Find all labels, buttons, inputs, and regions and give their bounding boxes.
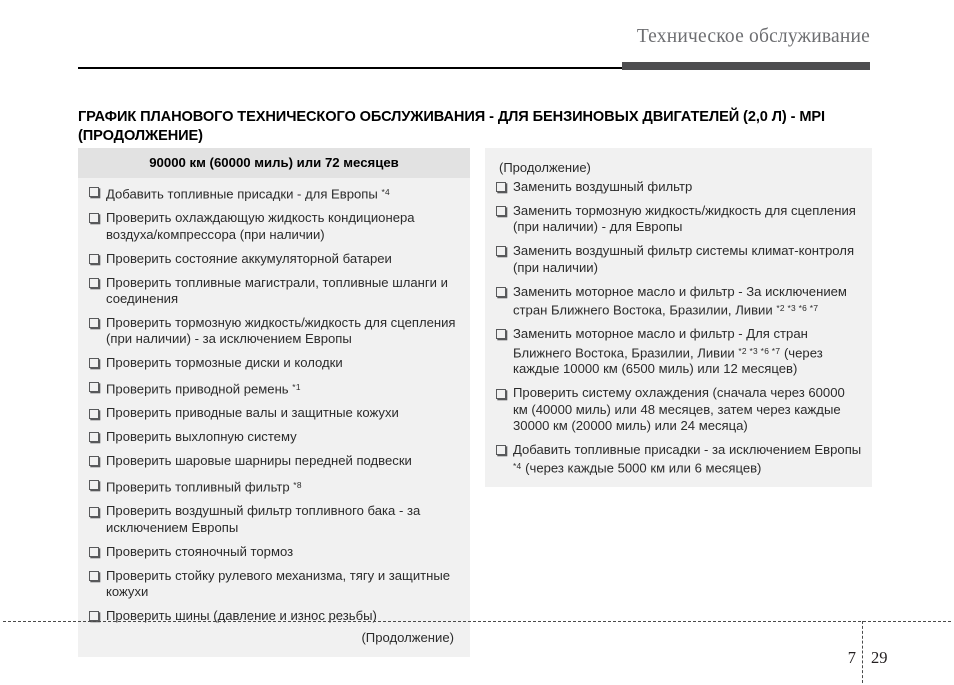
table-left-continuation-note: (Продолжение): [361, 630, 454, 646]
checklist-item-label: Проверить стойку рулевого механизма, тягу и защитные кожухи: [106, 567, 451, 599]
table-left-body: [78, 178, 470, 657]
checkbox-icon[interactable]: [496, 329, 506, 339]
checkbox-icon[interactable]: [89, 611, 99, 621]
checkbox-icon[interactable]: [496, 246, 506, 256]
checkbox-icon[interactable]: [89, 432, 99, 442]
checklist-item: [88, 453, 460, 469]
checklist-item: [495, 442, 862, 477]
checkbox-icon[interactable]: [89, 456, 99, 466]
checklist-item-label: Добавить топливные присадки - за исключением Европы: [513, 442, 862, 458]
checkbox-icon[interactable]: [89, 278, 99, 288]
checklist-item-label: Проверить топливные магистрали, топливные шланги и соединения: [106, 274, 448, 306]
table-left-header: 90000 км (60000 миль) или 72 месяцев: [78, 148, 470, 178]
maintenance-table-left: [78, 148, 470, 657]
checkbox-icon[interactable]: [89, 409, 99, 419]
checklist-item: [495, 243, 862, 276]
checklist-item: [88, 379, 460, 398]
checklist-item-label: Проверить тормозную жидкость/жидкость для сцепления (при наличии) - за исключением Европы: [106, 314, 456, 347]
checklist-item-label: Проверить состояние аккумуляторной батареи: [106, 250, 392, 266]
header-rule-thick: [622, 62, 870, 70]
checklist-item: [88, 315, 460, 348]
checkbox-icon[interactable]: [496, 287, 506, 297]
checklist-item: [88, 544, 460, 560]
footnote-marker: *8: [293, 480, 302, 491]
checkbox-icon[interactable]: [89, 382, 99, 392]
checklist-item: [88, 568, 460, 601]
footer-dashed-divider: [862, 621, 863, 683]
footnote-marker: *2 *3 *6 *7: [776, 302, 819, 313]
checklist-item-label: Проверить стояночный тормоз: [106, 543, 294, 559]
checkbox-icon[interactable]: [89, 254, 99, 264]
checklist-item-label: Добавить топливные присадки - для Европы: [106, 186, 382, 202]
checklist-item-label: Проверить охлаждающую жидкость кондиционера воздуха/компрессора (при наличии): [106, 210, 415, 242]
checklist-item-label-continued: (через каждые 5000 км или 6 месяцев): [521, 460, 762, 476]
footnote-marker: *4: [513, 461, 522, 472]
checklist-item: [88, 275, 460, 308]
maintenance-table-right: [485, 148, 872, 487]
checklist-item-label: Заменить воздушный фильтр системы климат-контроля (при наличии): [513, 243, 855, 275]
checklist-item: [88, 210, 460, 243]
checklist-item: [495, 203, 862, 236]
checklist-item-label: Заменить моторное масло и фильтр - Для стран Ближнего Востока, Бразилии, Ливии: [513, 326, 808, 361]
footnote-marker: *2 *3 *6 *7: [738, 345, 781, 356]
checklist-item: [88, 503, 460, 536]
checkbox-icon[interactable]: [89, 547, 99, 557]
checklist-item-label: Проверить приводные валы и защитные кожухи: [106, 405, 399, 421]
checklist-item-label: Проверить шаровые шарниры передней подвески: [106, 453, 412, 469]
checklist-item-label: Заменить воздушный фильтр: [513, 179, 693, 194]
footer-dashed-rule: [3, 621, 951, 622]
table-right-body: [485, 148, 872, 487]
checkbox-icon[interactable]: [89, 358, 99, 368]
checkbox-icon[interactable]: [89, 571, 99, 581]
checkbox-icon[interactable]: [496, 206, 506, 216]
checklist-item: [88, 405, 460, 421]
footnote-marker: *1: [292, 382, 301, 393]
checkbox-icon[interactable]: [89, 507, 99, 517]
footer-chapter-number: 7: [847, 648, 856, 667]
checklist-item-label: Заменить моторное масло и фильтр - За исключением стран Ближнего Востока, Бразилии, Ливии: [513, 283, 847, 318]
table-right-item-list: [495, 179, 862, 477]
checklist-item: [88, 477, 460, 496]
section-title: ГРАФИК ПЛАНОВОГО ТЕХНИЧЕСКОГО ОБСЛУЖИВАНИЯ - ДЛЯ БЕНЗИНОВЫХ ДВИГАТЕЛЕЙ (2,0 Л) - MPI (ПРОДОЛЖЕНИЕ): [78, 109, 825, 144]
checkbox-icon[interactable]: [496, 389, 506, 399]
header-rule-thin: [78, 67, 623, 69]
table-left-item-list: [88, 184, 460, 624]
checklist-item: [495, 385, 862, 434]
checklist-item: [88, 184, 460, 203]
checklist-item: [88, 251, 460, 267]
table-right-continuation-note: (Продолжение): [499, 160, 591, 175]
checklist-item-label: Проверить приводной ремень: [106, 381, 293, 397]
checklist-item-label: Проверить выхлопную систему: [106, 429, 297, 445]
checkbox-icon[interactable]: [496, 445, 506, 455]
checklist-item-label: Проверить воздушный фильтр топливного бака - за исключением Европы: [106, 503, 421, 535]
checklist-item: [495, 284, 862, 319]
footer-page-number: 29: [871, 648, 888, 667]
page-running-header: [0, 26, 954, 74]
checklist-item: [495, 179, 862, 195]
checklist-item: [88, 429, 460, 445]
checklist-item-label: Проверить шины (давление и износ резьбы): [106, 607, 377, 623]
checklist-item-label: Проверить систему охлаждения (сначала через 60000 км (40000 миль) или 48 месяцев, затем через каждые 30000 км (20000 миль) или 24 месяца): [513, 385, 845, 434]
checklist-item-label-continued: (через каждые 10000 км (6500 миль) или 12 месяцев): [513, 345, 823, 377]
checkbox-icon[interactable]: [496, 182, 506, 192]
checklist-item-label: Проверить тормозные диски и колодки: [106, 355, 343, 371]
checkbox-icon[interactable]: [89, 187, 99, 197]
checklist-item: [88, 355, 460, 371]
checkbox-icon[interactable]: [89, 213, 99, 223]
checkbox-icon[interactable]: [89, 480, 99, 490]
page-header-title: Техническое обслуживание: [636, 26, 870, 47]
checklist-item-label: Заменить тормозную жидкость/жидкость для сцепления (при наличии) - для Европы: [513, 202, 856, 235]
checklist-item: [495, 326, 862, 378]
checkbox-icon[interactable]: [89, 318, 99, 328]
footnote-marker: *4: [381, 187, 390, 197]
checklist-item-label: Проверить топливный фильтр: [106, 479, 294, 495]
